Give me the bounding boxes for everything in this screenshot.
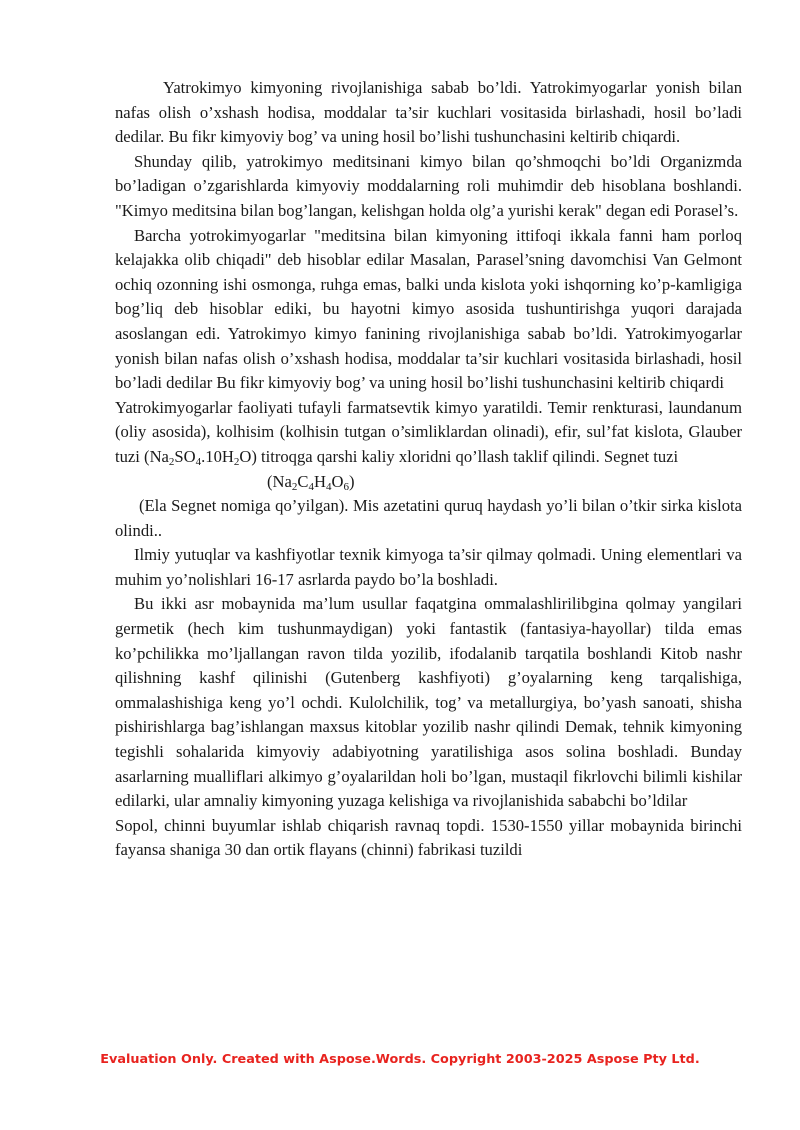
paragraph-shunday-qilib: Shunday qilib, yatrokimyo meditsinani kimyo bilan qo’shmoqchi bo’ldi Organizmda bo’ladigan o’zgarishlarda kimyoviy moddalarning roli muhimdir deb hisoblana boshlandi. "Kimyo meditsina bilan bog’langan, kelishgan holda olg’a yurishi kerak" degan edi Porasel’s. xyxy=(115,151,742,220)
paragraph-ilmiy-yutuqlar: Ilmiy yutuqlar va kashfiyotlar texnik kimyoga ta’sir qilmay qolmadi. Uning elementlari va muhim yo’nolishlari 16-17 asrlarda paydo bo’la boshladi. xyxy=(115,545,742,589)
paragraph-yatrokimyo-intro: Yatrokimyo kimyoning rivojlanishiga sabab bo’ldi. Yatrokimyogarlar yonish bilan nafas olish o’xshash hodisa, moddalar ta’sir kuchlari vositasida birlashadi, hosil bo’ladi dedilar. Bu fikr kimyoviy bog’ va uning hosil bo’lishi tushunchasini keltirib chiqardi. xyxy=(115,78,742,147)
seignette-salt-formula: $(Na_2C_4H_4O_6)$ xyxy=(267,471,355,493)
paragraph-sopol-chinni: Sopol, chinni buyumlar ishlab chiqarish ravnaq topdi. 1530-1550 yillar mobaynida birinchi fayansa shaniga 30 dan ortik flayans (chinni) fabrikasi tuzildi xyxy=(115,815,742,860)
paragraph-farmatsevtik-kimyo xyxy=(115,396,742,470)
paragraph-text: Yatrokimyogarlar faoliyati tufayli farmatsevtik kimyo yaratildi. Temir renkturasi, laundanum (oliy asosida), kolhisim (kolhisin tutgan o’simliklardan olinadi), efir, sul’fat kislota, Glauber tuzi ( xyxy=(115,397,742,466)
glauber-salt-formula: $Na_2SO_4.10H_2O$ xyxy=(149,446,252,468)
evaluation-watermark: Evaluation Only. Created with Aspose.Words. Copyright 2003-2025 Aspose Pty Ltd. xyxy=(100,1052,700,1067)
paragraph-ela-segnet: (Ela Segnet nomiga qo’yilgan). Mis azetatini quruq haydash yo’li bilan o’tkir sirka kislota olindi.. xyxy=(115,496,742,540)
document-body xyxy=(115,76,742,863)
paragraph-barcha-yotrokimyogarlar: Barcha yotrokimyogarlar "meditsina bilan kimyoning ittifoqi ikkala fanni ham porloq kelajakka olib chiqadi" deb hisoblar edilar Masalan, Parasel’sning davomchisi Van Gelmont ochiq ozonning ishi osmonga, ruhga emas, balki unda kislota yoki ishqorning ko’p-kamligiga bog’liq deb hisoblar ediki, bu hayotni kimyo asosida tushuntirishga yuqori darajada asoslangan edi. Yatrokimyo kimyo fanining rivojlanishiga sabab bo’ldi. Yatrokimyogarlar yonish bilan nafas olish o’xshash hodisa, moddalar ta’sir kuchlari vositasida birlashadi, hosil bo’ladi dedilar Bu fikr kimyoviy bog’ va uning hosil bo’lishi tushunchasini keltirib chiqardi xyxy=(115,225,742,393)
paragraph-text: ) titroqga qarshi kaliy xloridni qo’llash taklif qilindi. Segnet tuzi xyxy=(251,446,679,466)
paragraph-bu-ikki-asr: Bu ikki asr mobaynida ma’lum usullar faqatgina ommalashlirilibgina qolmay yangilari germetik (hech kim tushunmaydigan) yoki fantastik (fantasiya-hayollar) tilda emas ko’pchilikka mo’ljallangan ravon tilda yozilib, ifodalanib tarqatila boshlandi Kitob nashr qilishning kashf qilinishi (Gutenberg kashfiyoti) g’oyalarning keng tarqalishiga, ommalashishiga keng yo’l ochdi. Kulolchilik, tog’ va metallurgiya, bo’yash sanoati, shisha pishirishlarga bag’ishlangan maxsus kitoblar yozilib nashr qilindi Demak, tehnik kimyoning tegishli sohalarida kimyoviy adabiyotning yaratilishiga asos solina boshladi. Bunday asarlarning mualliflari alkimyo g’oyalarildan holi bo’lgan, mustaqil fikrlovchi bilimli kishilar edilarki, ular amnaliy kimyoning yuzaga kelishiga va rivojlanishida sababchi bo’ldilar xyxy=(115,594,742,811)
